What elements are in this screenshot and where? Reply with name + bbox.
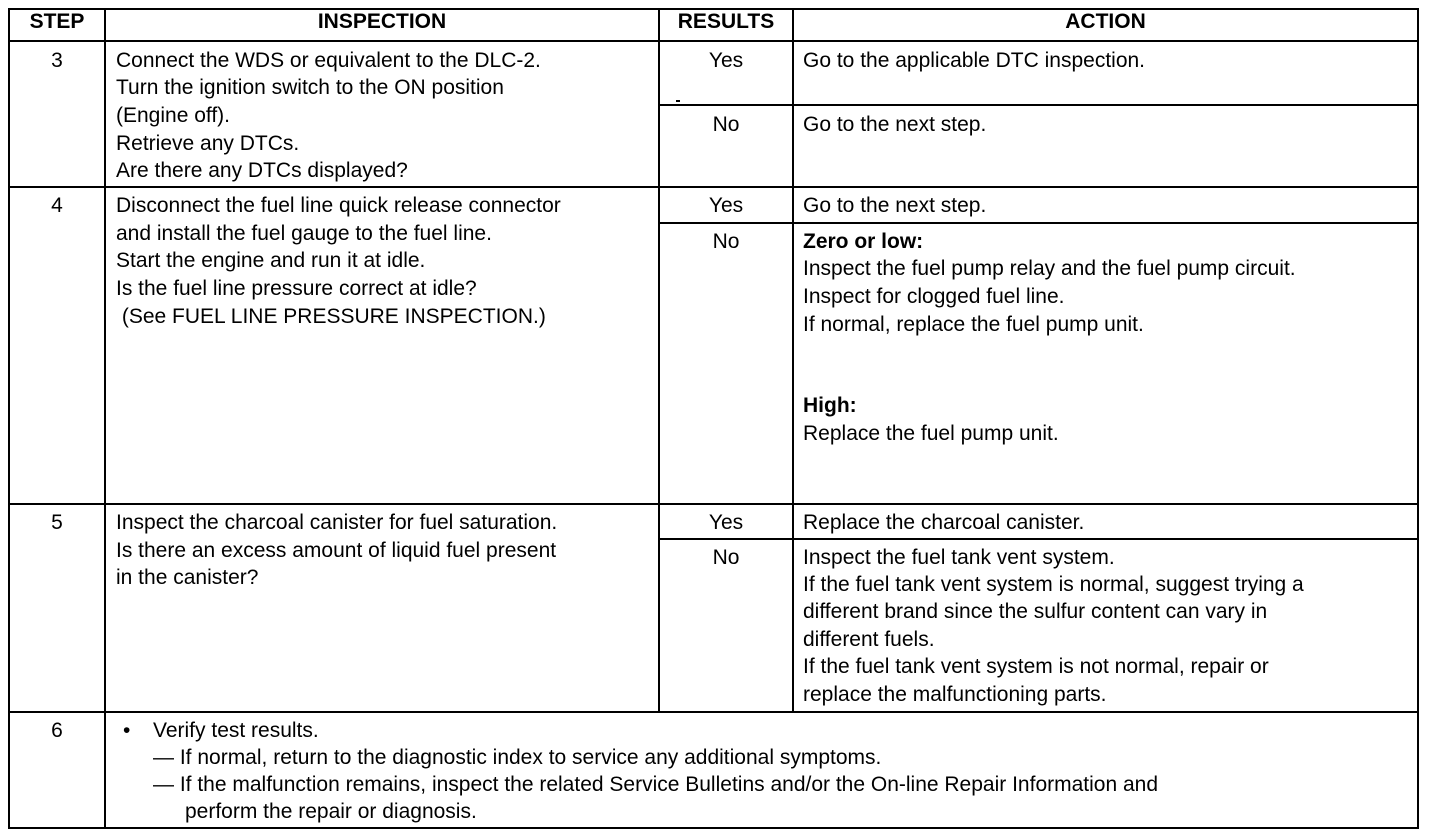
action-line: different brand since the sulfur content can vary in	[803, 600, 1268, 623]
action-line: different fuels.	[803, 628, 935, 651]
bullet-icon: •	[123, 719, 131, 742]
inspection-line: Turn the ignition switch to the ON position	[116, 76, 504, 99]
result-no: No	[712, 113, 740, 136]
verify-line: perform the repair or diagnosis.	[185, 800, 477, 823]
table-border-left	[8, 8, 10, 829]
inspection-line: (Engine off).	[116, 104, 231, 127]
step-column-divider	[104, 8, 106, 829]
inspection-line: Inspect the charcoal canister for fuel saturation.	[116, 511, 558, 534]
result-no: No	[712, 546, 740, 569]
step-number: 4	[51, 194, 63, 217]
inspection-line: Is there an excess amount of liquid fuel present	[116, 539, 557, 562]
inspection-line: Start the engine and run it at idle.	[116, 249, 426, 272]
inspection-line: Retrieve any DTCs.	[116, 132, 300, 155]
action-line: Inspect the fuel pump relay and the fuel pump circuit.	[803, 257, 1296, 280]
result-yes: Yes	[708, 194, 744, 217]
subrow-divider-4	[659, 222, 1418, 224]
header-results: RESULTS	[677, 10, 775, 33]
action-heading-high: High:	[803, 394, 857, 417]
subrow-divider-3	[659, 104, 1418, 106]
action-line: Go to the applicable DTC inspection.	[803, 49, 1146, 72]
result-yes: Yes	[708, 49, 744, 72]
results-column-divider	[792, 8, 794, 712]
header-row-divider	[8, 40, 1419, 42]
scan-speck	[676, 100, 680, 102]
row-divider-3-4	[8, 186, 1419, 188]
table-border-right	[1417, 8, 1419, 829]
action-line: If the fuel tank vent system is not normal, repair or	[803, 655, 1269, 678]
inspection-line: Is the fuel line pressure correct at idle?	[116, 277, 477, 300]
action-line: Replace the fuel pump unit.	[803, 422, 1059, 445]
verify-line: — If the malfunction remains, inspect the related Service Bulletins and/or the On-line Repair Information and	[153, 773, 1159, 796]
header-step: STEP	[29, 10, 85, 33]
inspection-line: Disconnect the fuel line quick release connector	[116, 194, 561, 217]
step-number: 3	[51, 49, 63, 72]
inspection-line: Connect the WDS or equivalent to the DLC-2.	[116, 49, 541, 72]
result-yes: Yes	[708, 511, 744, 534]
action-line: Go to the next step.	[803, 194, 987, 217]
verify-line: Verify test results.	[153, 719, 319, 742]
inspection-line: in the canister?	[116, 566, 259, 589]
table-border-bottom	[8, 827, 1419, 829]
row-divider-5-6	[8, 711, 1419, 713]
action-line: If the fuel tank vent system is normal, suggest trying a	[803, 573, 1304, 596]
verify-line: — If normal, return to the diagnostic index to service any additional symptoms.	[153, 746, 882, 769]
action-heading-zero-or-low: Zero or low:	[803, 230, 924, 253]
step-number: 5	[51, 511, 63, 534]
step-number: 6	[51, 719, 63, 742]
row-divider-4-5	[8, 503, 1419, 505]
action-line: Go to the next step.	[803, 113, 987, 136]
action-line: If normal, replace the fuel pump unit.	[803, 313, 1144, 336]
inspection-line: and install the fuel gauge to the fuel line.	[116, 222, 492, 245]
action-line: Inspect for clogged fuel line.	[803, 285, 1065, 308]
header-inspection: INSPECTION	[317, 10, 447, 33]
result-no: No	[712, 230, 740, 253]
inspection-line: Are there any DTCs displayed?	[116, 159, 408, 182]
action-line: Replace the charcoal canister.	[803, 511, 1085, 534]
header-action: ACTION	[1065, 10, 1146, 33]
inspection-line: (See FUEL LINE PRESSURE INSPECTION.)	[116, 305, 546, 328]
subrow-divider-5	[659, 538, 1418, 540]
action-line: replace the malfunctioning parts.	[803, 683, 1107, 706]
action-line: Inspect the fuel tank vent system.	[803, 546, 1115, 569]
